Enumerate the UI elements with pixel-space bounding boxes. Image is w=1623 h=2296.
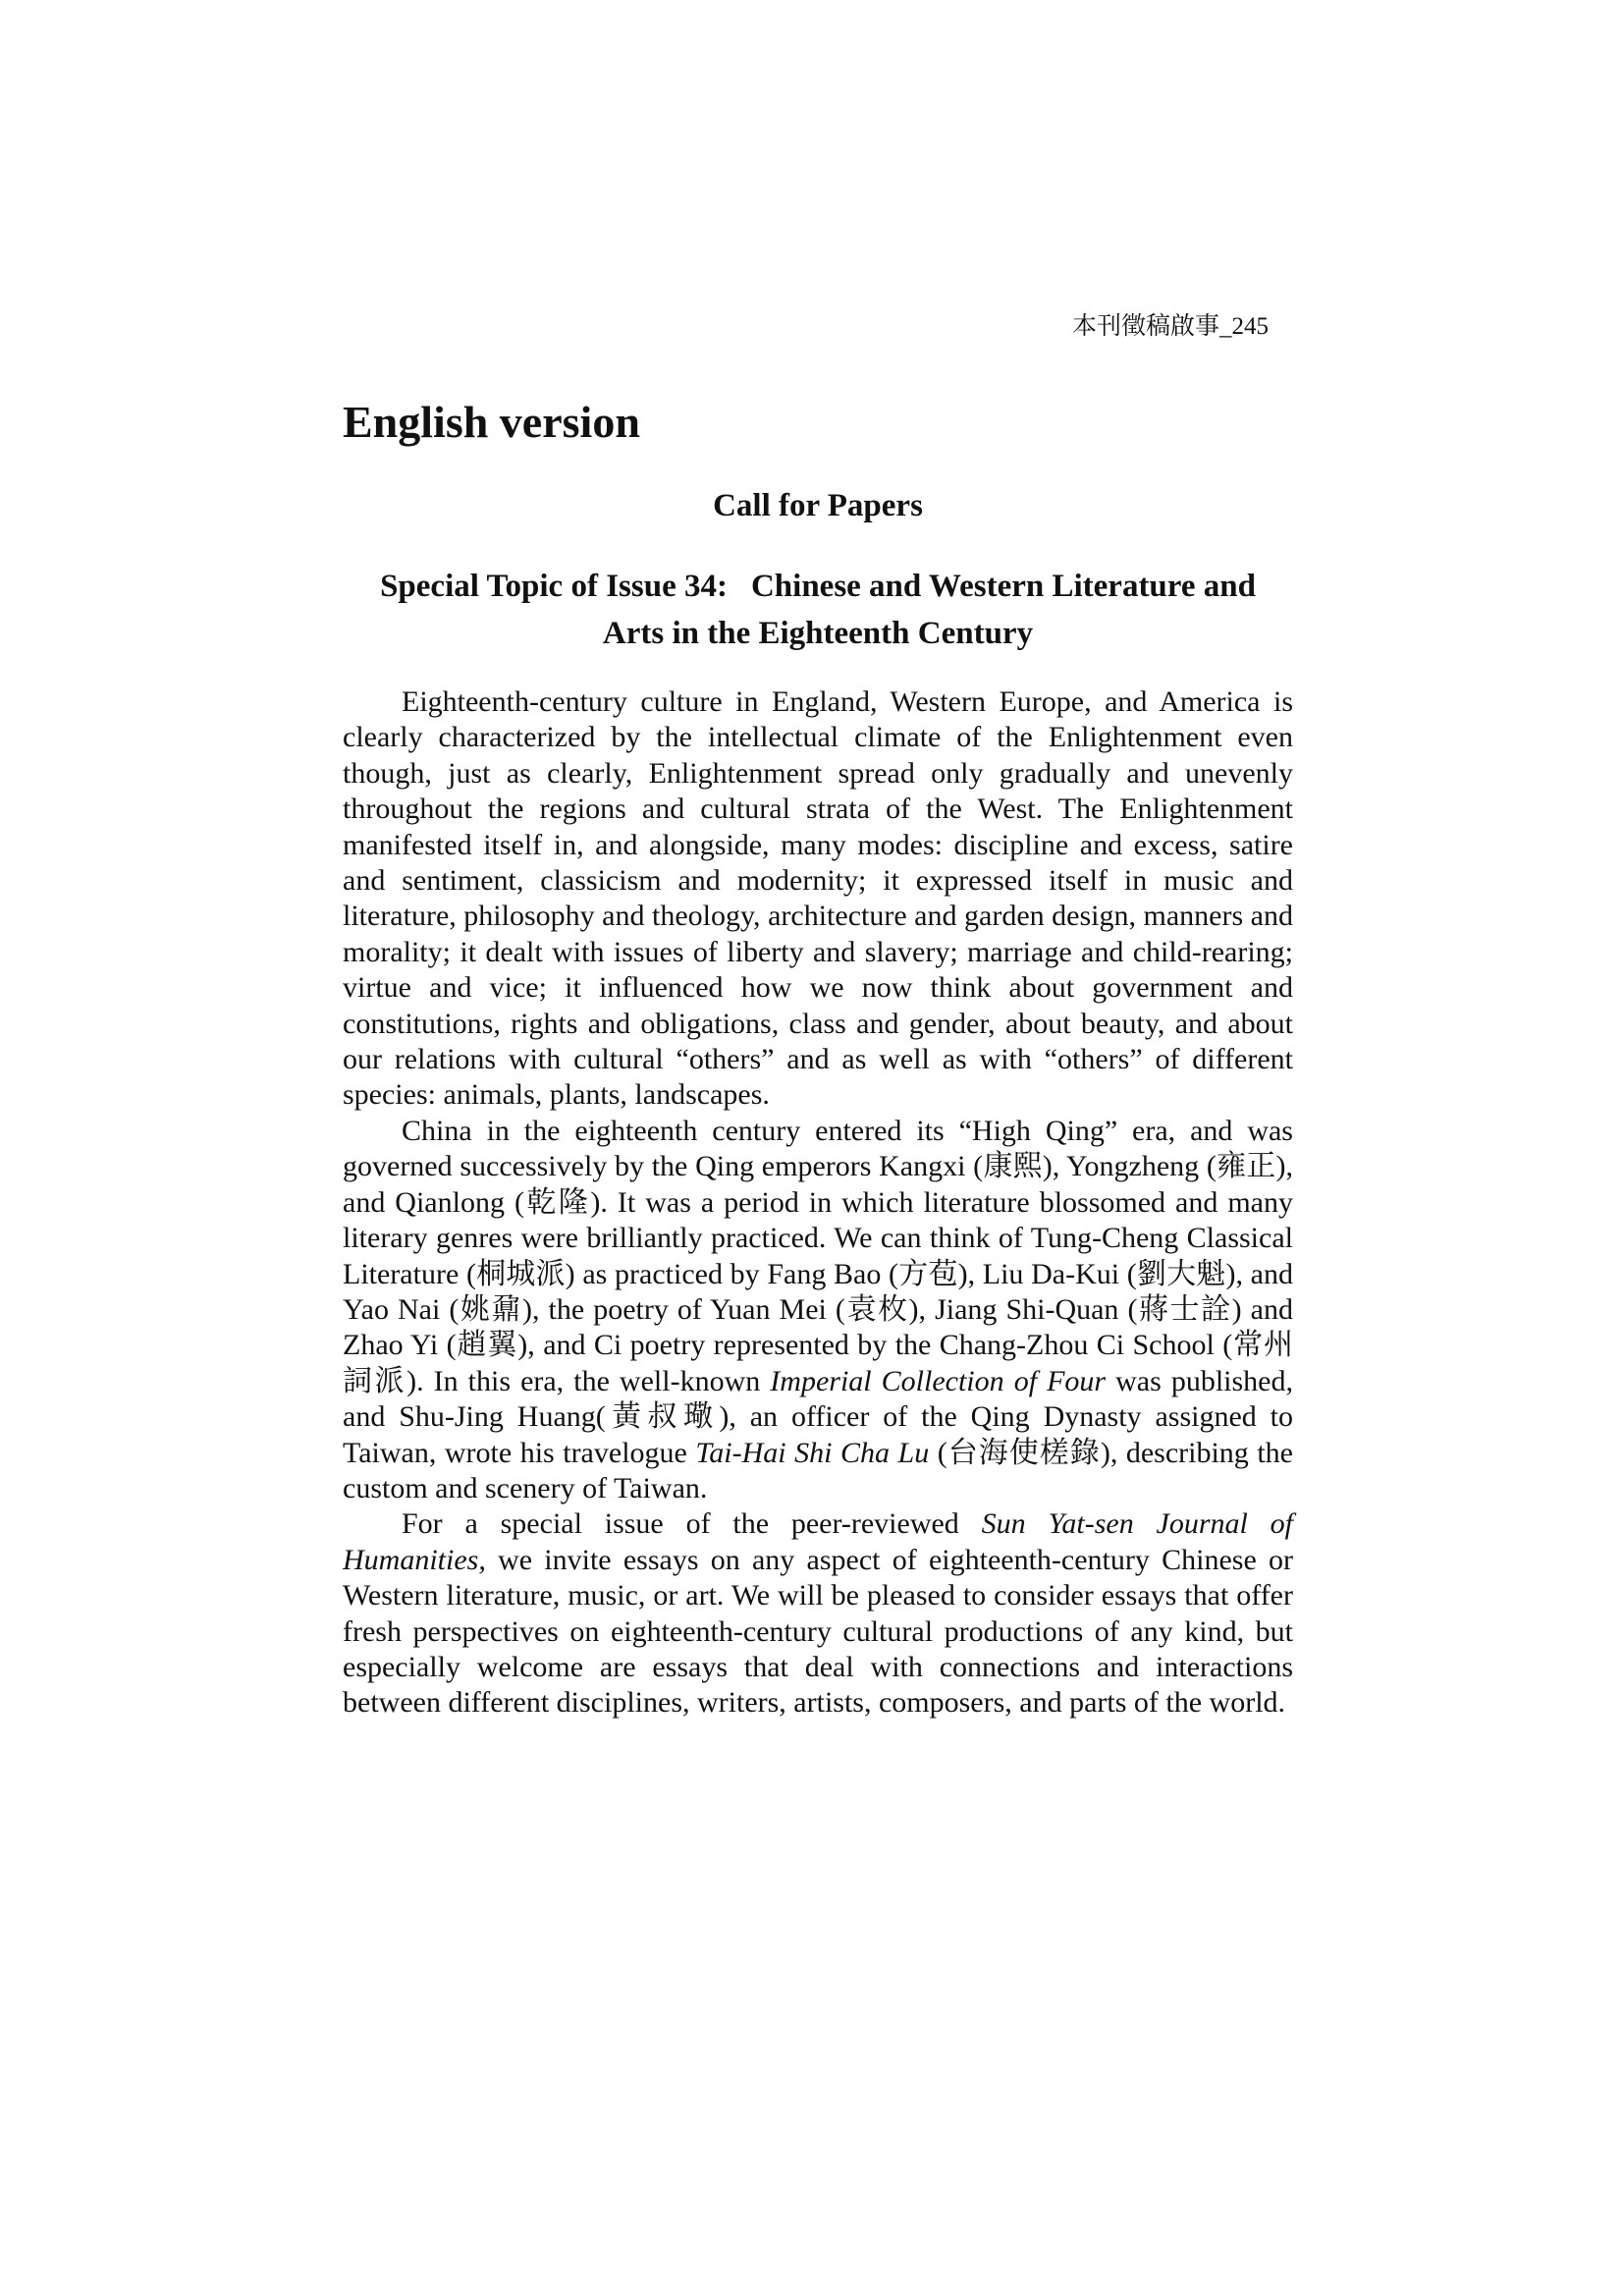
paragraph-enlightenment: Eighteenth-century culture in England, Western Europe, and America is clearly characterized by the intellectual climate of the Enlightenment even though, just as clearly, Enlightenment spread only gradually and unevenly throughout the regions and cultural strata of the West. The Enlightenment manifested itself in, and alongside, many modes: discipline and excess, satire and sentiment, classicism and modernity; it expressed itself in music and literature, philosophy and theology, architecture and garden design, manners and morality; it dealt with issues of liberty and slavery; marriage and child-rearing; virtue and vice; it influenced how we now think about government and constitutions, rights and obligations, class and gender, about beauty, and about our relations with cultural “others” and as well as with “others” of different species: animals, plants, landscapes. — [343, 685, 1293, 1112]
travelogue-title: Tai-Hai Shi Cha Lu — [695, 1436, 930, 1469]
body-text — [343, 684, 1293, 1722]
paragraph-high-qing-part-e: (台海使槎錄), describing the custom and scenery of Taiwan. — [343, 1436, 1293, 1504]
journal-title: Sun Yat-sen Journal of Humanities, — [343, 1507, 1293, 1576]
special-topic-title — [343, 563, 1293, 657]
paragraph-high-qing — [343, 1114, 1293, 1506]
paragraph-invitation — [343, 1506, 1293, 1721]
special-topic-title-line2: Arts in the Eighteenth Century — [602, 616, 1034, 651]
call-for-papers-title: Call for Papers — [713, 488, 923, 523]
imperial-collection-title: Imperial Collection of Four — [770, 1364, 1107, 1397]
special-topic-title-line1: Chinese and Western Literature and — [750, 569, 1256, 604]
paragraph-high-qing-part-c: was published, and Shu-Jing Huang(黃叔璥), an officer of the Qing Dynasty assigned to Taiwan, wrote his travelogue — [343, 1364, 1293, 1469]
running-head: 本刊徵稿啟事_245 — [1071, 313, 1269, 340]
section-heading: English version — [343, 397, 640, 447]
paragraph-high-qing-part-a: China in the eighteenth century entered its “High Qing” era, and was governed successively by the Qing emperors Kangxi (康熙), Yongzheng (雍正), and Qianlong (乾隆). It was a period in which literature blossomed and many literary genres were brilliantly practiced. We can think of Tung-Cheng Classical Literature (桐城派) as practiced by Fang Bao (方苞), Liu Da-Kui (劉大魁), and Yao Nai (姚鼐), the poetry of Yuan Mei (袁枚), Jiang Shi-Quan (蔣士詮) and Zhao Yi (趙翼), and Ci poetry represented by the Chang-Zhou Ci School (常州詞派). In this era, the well-known — [343, 1114, 1293, 1397]
special-topic-label: Special Topic of Issue 34: — [380, 569, 728, 604]
paragraph-invitation-part-a: For a special issue of the peer-reviewed — [402, 1507, 982, 1541]
paragraph-invitation-part-c: we invite essays on any aspect of eighteenth-century Chinese or Western literature, music, or art. We will be pleased to consider essays that offer fresh perspectives on eighteenth-century cultural productions of any kind, but especially welcome are essays that deal with connections and interactions between different disciplines, writers, artists, composers, and parts of the world. — [343, 1543, 1293, 1720]
